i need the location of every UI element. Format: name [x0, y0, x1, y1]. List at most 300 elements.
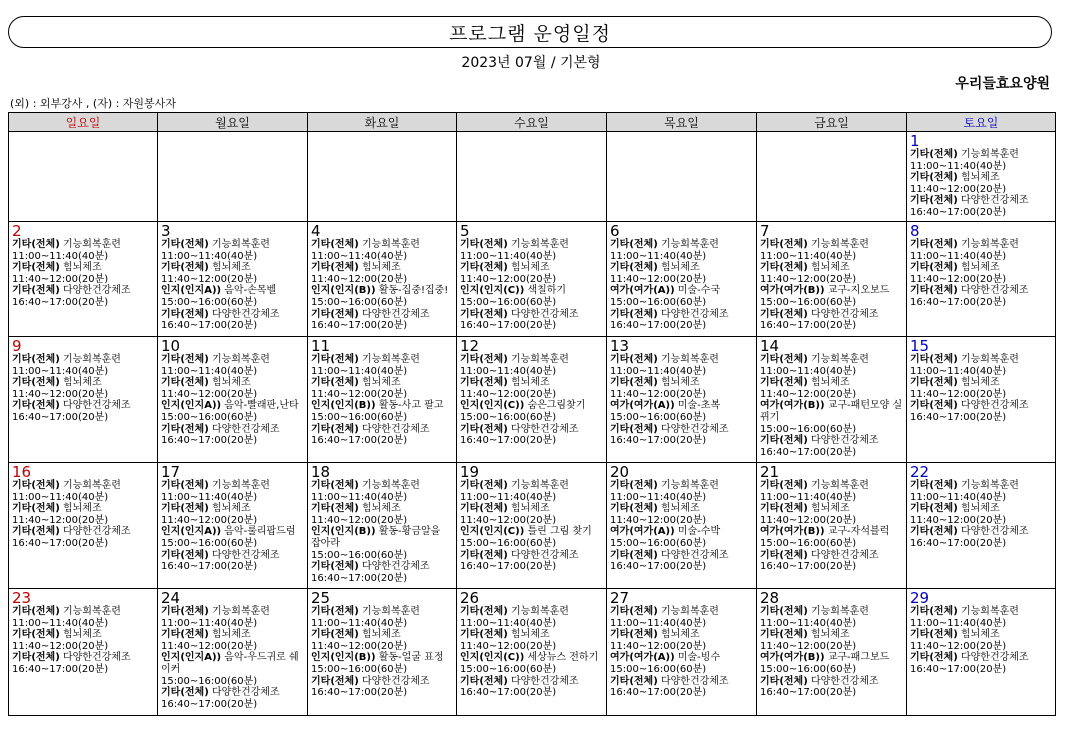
activity-line — [161, 550, 304, 562]
activity-name: 다양한건강체조 — [957, 285, 1029, 297]
day-cell — [757, 222, 907, 337]
activity-line — [610, 550, 753, 562]
activity-time: 11:00~11:40(40분) — [161, 491, 258, 503]
activity-time: 11:00~11:40(40분) — [910, 365, 1007, 377]
activity-time: 11:40~12:00(20분) — [460, 273, 557, 285]
activity-line — [311, 262, 453, 274]
day-number: 10 — [161, 337, 181, 355]
program-type: 여가(여가(B)) — [760, 285, 825, 297]
day-number: 29 — [910, 589, 930, 607]
program-type: 기타(전체) — [910, 285, 958, 297]
activity-name: 힘뇌체조 — [208, 503, 251, 515]
activity-name: 기능회복훈련 — [807, 606, 869, 617]
activity-name: 다양한건강체조 — [807, 675, 879, 687]
day-number: 23 — [12, 589, 32, 607]
activity-line — [910, 195, 1052, 207]
activity-time: 15:00~16:00(60분) — [610, 411, 707, 423]
activity-line — [311, 424, 453, 436]
activity-time: 11:40~12:00(20분) — [161, 388, 258, 400]
program-type: 기타(전체) — [460, 308, 508, 320]
day-cell — [308, 337, 457, 463]
day-number: 7 — [760, 222, 770, 240]
activity-name: 음악-빨래판,난타 — [221, 400, 299, 412]
activity-time: 11:40~12:00(20분) — [460, 640, 557, 652]
program-type: 여가(여가(B)) — [760, 526, 825, 538]
activity-time: 16:40~17:00(20분) — [161, 320, 258, 332]
activity-line — [161, 606, 304, 618]
activity-time: 16:40~17:00(20분) — [161, 698, 258, 710]
activity-line — [760, 606, 903, 618]
activity-name: 힘뇌체조 — [957, 629, 1000, 641]
activity-line — [311, 652, 453, 664]
day-cell — [907, 589, 1056, 716]
activity-line — [161, 354, 304, 366]
activity-time: 11:40~12:00(20분) — [161, 640, 258, 652]
activity-line — [161, 629, 304, 641]
activity-time: 16:40~17:00(20분) — [311, 435, 408, 447]
program-type: 기타(전체) — [161, 606, 209, 617]
activity-line — [910, 629, 1052, 641]
activity-line — [161, 480, 304, 492]
activity-line — [610, 629, 753, 641]
activity-time: 11:40~12:00(20분) — [910, 388, 1007, 400]
activity-line — [12, 377, 154, 389]
empty-day-cell — [308, 132, 457, 222]
day-number: 27 — [610, 589, 630, 607]
activity-name: 세상뉴스 전하기 — [524, 652, 599, 664]
activity-time: 11:40~12:00(20분) — [161, 514, 258, 526]
activity-name: 힘뇌체조 — [59, 262, 102, 274]
activity-line — [760, 526, 903, 538]
activity-time: 15:00~16:00(60분) — [460, 537, 557, 549]
weekday-header: 일요일 — [9, 113, 158, 132]
activity-line — [311, 629, 453, 641]
activity-name: 기능회복훈련 — [957, 480, 1019, 491]
day-number: 14 — [760, 337, 780, 355]
weekday-header: 월요일 — [158, 113, 308, 132]
day-number: 9 — [12, 337, 22, 355]
activity-time: 16:40~17:00(20분) — [311, 687, 408, 699]
activity-name: 기능회복훈련 — [657, 606, 719, 617]
activity-time: 11:40~12:00(20분) — [760, 640, 857, 652]
activity-time: 16:40~17:00(20분) — [760, 561, 857, 573]
activity-time: 16:40~17:00(20분) — [610, 435, 707, 447]
activity-line — [161, 526, 304, 538]
activity-name: 힘뇌체조 — [507, 503, 550, 515]
weekday-header-row — [9, 113, 1056, 132]
day-cell — [607, 337, 757, 463]
activity-name: 틀린 그림 찾기 — [524, 526, 592, 538]
day-cell — [457, 463, 607, 589]
activity-time: 15:00~16:00(60분) — [610, 296, 707, 308]
activity-line — [460, 606, 603, 618]
activity-name: 다양한건강체조 — [507, 308, 579, 320]
activity-time: 16:40~17:00(20분) — [12, 537, 109, 549]
program-type: 기타(전체) — [760, 503, 808, 515]
activity-line — [311, 285, 453, 297]
activity-line — [12, 239, 154, 251]
program-type: 인지(인지A)) — [161, 400, 222, 412]
activity-name: 힘뇌체조 — [507, 262, 550, 274]
activity-name: 힘뇌체조 — [208, 377, 251, 389]
program-type: 기타(전체) — [311, 354, 359, 365]
program-type: 기타(전체) — [910, 400, 958, 412]
activity-name: 다양한건강체조 — [957, 652, 1029, 664]
activity-time: 11:40~12:00(20분) — [311, 640, 408, 652]
program-type: 기타(전체) — [760, 308, 808, 320]
program-type: 인지(인지A)) — [161, 526, 222, 538]
activity-line — [610, 606, 753, 618]
program-type: 기타(전체) — [460, 239, 508, 250]
activity-name: 다양한건강체조 — [59, 526, 131, 538]
empty-day-cell — [757, 132, 907, 222]
activity-name: 힘뇌체조 — [657, 503, 700, 515]
program-type: 기타(전체) — [12, 400, 60, 412]
program-type: 기타(전체) — [760, 435, 808, 447]
activity-name: 미술-수국 — [674, 285, 721, 297]
day-cell — [9, 463, 158, 589]
day-number: 25 — [311, 589, 331, 607]
activity-time: 11:00~11:40(40분) — [910, 491, 1007, 503]
program-type: 기타(전체) — [610, 675, 658, 687]
page-title: 프로그램 운영일정 — [449, 22, 611, 45]
program-type: 기타(전체) — [610, 377, 658, 389]
activity-time: 16:40~17:00(20분) — [910, 296, 1007, 308]
activity-time: 11:40~12:00(20분) — [610, 514, 707, 526]
activity-line — [610, 676, 753, 688]
activity-line — [760, 354, 903, 366]
day-number: 21 — [760, 463, 780, 481]
activity-line — [12, 629, 154, 641]
activity-line — [910, 480, 1052, 492]
activity-time: 11:00~11:40(40분) — [311, 365, 408, 377]
program-type: 기타(전체) — [12, 526, 60, 538]
activity-name: 기능회복훈련 — [208, 239, 270, 250]
activity-line — [610, 285, 753, 297]
activity-line — [610, 309, 753, 321]
program-type: 기타(전체) — [311, 308, 359, 320]
activity-name: 힘뇌체조 — [807, 262, 850, 274]
empty-day-cell — [457, 132, 607, 222]
activity-name: 다양한건강체조 — [957, 195, 1029, 207]
activity-time: 15:00~16:00(60분) — [161, 675, 258, 687]
program-type: 기타(전체) — [460, 423, 508, 435]
activity-time: 15:00~16:00(60분) — [460, 663, 557, 675]
activity-time: 11:00~11:40(40분) — [12, 491, 109, 503]
program-type: 기타(전체) — [311, 262, 359, 274]
activity-time: 16:40~17:00(20분) — [910, 663, 1007, 675]
program-type: 기타(전체) — [12, 239, 60, 250]
activity-line — [910, 606, 1052, 618]
day-cell — [907, 132, 1056, 222]
activity-name: 다양한건강체조 — [507, 549, 579, 561]
activity-time: 16:40~17:00(20분) — [311, 320, 408, 332]
program-type: 기타(전체) — [311, 503, 359, 515]
activity-name: 힘뇌체조 — [657, 262, 700, 274]
activity-line — [161, 652, 304, 675]
activity-time: 15:00~16:00(60분) — [311, 549, 408, 561]
activity-line — [760, 652, 903, 664]
day-cell — [457, 222, 607, 337]
activity-line — [910, 239, 1052, 251]
activity-name: 다양한건강체조 — [208, 308, 280, 320]
activity-line — [760, 503, 903, 515]
program-type: 기타(전체) — [311, 377, 359, 389]
day-number: 16 — [12, 463, 32, 481]
day-number: 19 — [460, 463, 480, 481]
activity-time: 11:00~11:40(40분) — [610, 491, 707, 503]
day-cell — [158, 337, 308, 463]
day-number: 17 — [161, 463, 181, 481]
activity-name: 힘뇌체조 — [807, 377, 850, 389]
activity-name: 교구-자석블럭 — [824, 526, 890, 538]
week-row — [9, 463, 1056, 589]
activity-name: 다양한건강체조 — [657, 549, 729, 561]
activity-line — [760, 309, 903, 321]
activity-time: 15:00~16:00(60분) — [460, 411, 557, 423]
day-cell — [9, 337, 158, 463]
day-cell — [158, 463, 308, 589]
activity-time: 16:40~17:00(20분) — [161, 435, 258, 447]
activity-time: 16:40~17:00(20분) — [760, 320, 857, 332]
activity-line — [610, 354, 753, 366]
activity-name: 다양한건강체조 — [507, 675, 579, 687]
activity-time: 15:00~16:00(60분) — [311, 663, 408, 675]
activity-time: 11:40~12:00(20분) — [311, 273, 408, 285]
program-type: 인지(인지(C)) — [460, 526, 525, 538]
empty-day-cell — [9, 132, 158, 222]
activity-time: 11:40~12:00(20분) — [610, 388, 707, 400]
activity-name: 다양한건강체조 — [59, 652, 131, 664]
activity-name: 기능회복훈련 — [507, 354, 569, 365]
activity-name: 기능회복훈련 — [807, 480, 869, 491]
program-type: 기타(전체) — [12, 285, 60, 297]
activity-line — [610, 262, 753, 274]
activity-name: 힘뇌체조 — [59, 503, 102, 515]
activity-time: 11:00~11:40(40분) — [910, 617, 1007, 629]
program-type: 기타(전체) — [12, 262, 60, 274]
activity-time: 11:00~11:40(40분) — [161, 250, 258, 262]
program-type: 기타(전체) — [12, 652, 60, 664]
activity-name: 기능회복훈련 — [657, 354, 719, 365]
week-row — [9, 337, 1056, 463]
activity-name: 다양한건강체조 — [358, 423, 430, 435]
program-type: 기타(전체) — [311, 239, 359, 250]
day-cell — [308, 463, 457, 589]
activity-line — [311, 480, 453, 492]
activity-time: 11:00~11:40(40분) — [910, 250, 1007, 262]
activity-line — [161, 309, 304, 321]
program-type: 기타(전체) — [610, 354, 658, 365]
activity-line — [311, 606, 453, 618]
program-type: 기타(전체) — [610, 480, 658, 491]
activity-line — [460, 239, 603, 251]
activity-line — [610, 377, 753, 389]
activity-line — [12, 285, 154, 297]
activity-name: 기능회복훈련 — [59, 354, 121, 365]
activity-time: 11:40~12:00(20분) — [610, 273, 707, 285]
day-cell — [607, 222, 757, 337]
activity-name: 다양한건강체조 — [807, 435, 879, 447]
day-number: 26 — [460, 589, 480, 607]
facility-name: 우리들효요양원 — [955, 76, 1050, 92]
activity-line — [12, 606, 154, 618]
activity-time: 11:00~11:40(40분) — [760, 250, 857, 262]
activity-name: 다양한건강체조 — [657, 308, 729, 320]
activity-line — [12, 526, 154, 538]
activity-name: 힘뇌체조 — [807, 503, 850, 515]
weekday-header: 토요일 — [907, 113, 1056, 132]
activity-time: 11:00~11:40(40분) — [12, 365, 109, 377]
activity-time: 11:40~12:00(20분) — [161, 273, 258, 285]
activity-time: 11:00~11:40(40분) — [610, 250, 707, 262]
legend-note: (외) : 외부강사 , (자) : 자원봉사자 — [10, 97, 176, 110]
activity-name: 다양한건강체조 — [208, 687, 280, 699]
program-type: 기타(전체) — [161, 262, 209, 274]
program-type: 인지(인지(B)) — [311, 652, 376, 664]
activity-name: 기능회복훈련 — [657, 480, 719, 491]
activity-line — [311, 377, 453, 389]
activity-time: 16:40~17:00(20분) — [12, 663, 109, 675]
activity-time: 11:40~12:00(20분) — [910, 514, 1007, 526]
page-title-frame — [8, 16, 1052, 48]
program-type: 기타(전체) — [760, 480, 808, 491]
activity-line — [460, 480, 603, 492]
activity-name: 음악-룰리팝드럼 — [221, 526, 296, 538]
activity-line — [311, 561, 453, 573]
program-type: 여가(여가(A)) — [610, 526, 675, 538]
activity-time: 11:40~12:00(20분) — [311, 514, 408, 526]
program-type: 기타(전체) — [760, 239, 808, 250]
activity-name: 기능회복훈련 — [657, 239, 719, 250]
activity-time: 11:00~11:40(40분) — [760, 491, 857, 503]
program-type: 기타(전체) — [311, 480, 359, 491]
activity-time: 16:40~17:00(20분) — [910, 537, 1007, 549]
activity-line — [460, 526, 603, 538]
week-row — [9, 222, 1056, 337]
schedule-period: 2023년 07월 / 기본형 — [461, 55, 601, 71]
activity-time: 16:40~17:00(20분) — [610, 687, 707, 699]
day-cell — [757, 337, 907, 463]
activity-line — [161, 377, 304, 389]
activity-line — [161, 262, 304, 274]
activity-name: 색칠하기 — [524, 285, 567, 297]
activity-time: 11:40~12:00(20분) — [12, 388, 109, 400]
activity-line — [460, 262, 603, 274]
activity-time: 16:40~17:00(20분) — [311, 572, 408, 584]
day-number: 24 — [161, 589, 181, 607]
program-type: 기타(전체) — [460, 503, 508, 515]
activity-time: 16:40~17:00(20분) — [910, 206, 1007, 218]
program-type: 기타(전체) — [910, 195, 958, 207]
activity-time: 15:00~16:00(60분) — [760, 296, 857, 308]
day-cell — [9, 222, 158, 337]
weekday-header: 금요일 — [757, 113, 907, 132]
day-cell — [308, 222, 457, 337]
program-type: 여가(여가(B)) — [760, 652, 825, 664]
activity-name: 기능회복훈련 — [957, 354, 1019, 365]
program-type: 기타(전체) — [610, 549, 658, 561]
empty-day-cell — [607, 132, 757, 222]
activity-line — [311, 526, 453, 549]
activity-name: 기능회복훈련 — [507, 239, 569, 250]
activity-line — [460, 676, 603, 688]
activity-name: 힘뇌체조 — [957, 503, 1000, 515]
activity-line — [161, 400, 304, 412]
program-type: 인지(인지A)) — [161, 285, 222, 297]
activity-name: 활동-사고 팔고 — [375, 400, 444, 412]
program-type: 기타(전체) — [460, 377, 508, 389]
activity-name: 기능회복훈련 — [208, 480, 270, 491]
activity-time: 11:00~11:40(40분) — [460, 617, 557, 629]
calendar-table — [8, 112, 1056, 716]
activity-line — [760, 377, 903, 389]
program-type: 기타(전체) — [910, 526, 958, 538]
activity-line — [760, 629, 903, 641]
activity-time: 16:40~17:00(20분) — [760, 687, 857, 699]
activity-name: 기능회복훈련 — [358, 354, 420, 365]
program-type: 기타(전체) — [910, 354, 958, 365]
program-type: 기타(전체) — [161, 239, 209, 250]
activity-line — [161, 687, 304, 699]
activity-time: 16:40~17:00(20분) — [760, 446, 857, 458]
program-type: 기타(전체) — [760, 629, 808, 641]
activity-line — [12, 262, 154, 274]
program-type: 기타(전체) — [460, 675, 508, 687]
activity-name: 음악-우드귀로 쉐이커 — [161, 652, 299, 675]
program-type: 여가(여가(A)) — [610, 400, 675, 412]
activity-name: 기능회복훈련 — [59, 480, 121, 491]
activity-line — [610, 424, 753, 436]
activity-line — [760, 550, 903, 562]
activity-line — [610, 480, 753, 492]
activity-line — [12, 354, 154, 366]
program-type: 기타(전체) — [161, 629, 209, 641]
activity-name: 힘뇌체조 — [957, 377, 1000, 389]
program-type: 기타(전체) — [161, 377, 209, 389]
activity-name: 다양한건강체조 — [59, 400, 131, 412]
activity-time: 11:00~11:40(40분) — [910, 160, 1007, 172]
activity-line — [910, 262, 1052, 274]
activity-line — [910, 400, 1052, 412]
activity-line — [460, 285, 603, 297]
day-number: 8 — [910, 222, 920, 240]
activity-name: 미술-수박 — [674, 526, 721, 538]
activity-line — [610, 526, 753, 538]
activity-name: 기능회복훈련 — [59, 239, 121, 250]
activity-line — [910, 377, 1052, 389]
activity-line — [460, 400, 603, 412]
activity-time: 15:00~16:00(60분) — [161, 296, 258, 308]
activity-line — [760, 239, 903, 251]
activity-name: 힘뇌체조 — [358, 377, 401, 389]
activity-time: 15:00~16:00(60분) — [760, 537, 857, 549]
activity-name: 미술-초복 — [674, 400, 721, 412]
program-type: 기타(전체) — [760, 377, 808, 389]
activity-name: 활동-집중!집중! — [375, 285, 449, 297]
day-number: 18 — [311, 463, 331, 481]
program-type: 인지(인지(B)) — [311, 285, 376, 297]
activity-name: 다양한건강체조 — [807, 308, 879, 320]
program-type: 기타(전체) — [460, 480, 508, 491]
activity-time: 11:40~12:00(20분) — [760, 273, 857, 285]
program-type: 기타(전체) — [161, 423, 209, 435]
day-number: 3 — [161, 222, 171, 240]
activity-name: 음악-손목벨 — [221, 285, 277, 297]
activity-time: 11:40~12:00(20분) — [311, 388, 408, 400]
activity-line — [460, 424, 603, 436]
activity-time: 15:00~16:00(60분) — [311, 296, 408, 308]
